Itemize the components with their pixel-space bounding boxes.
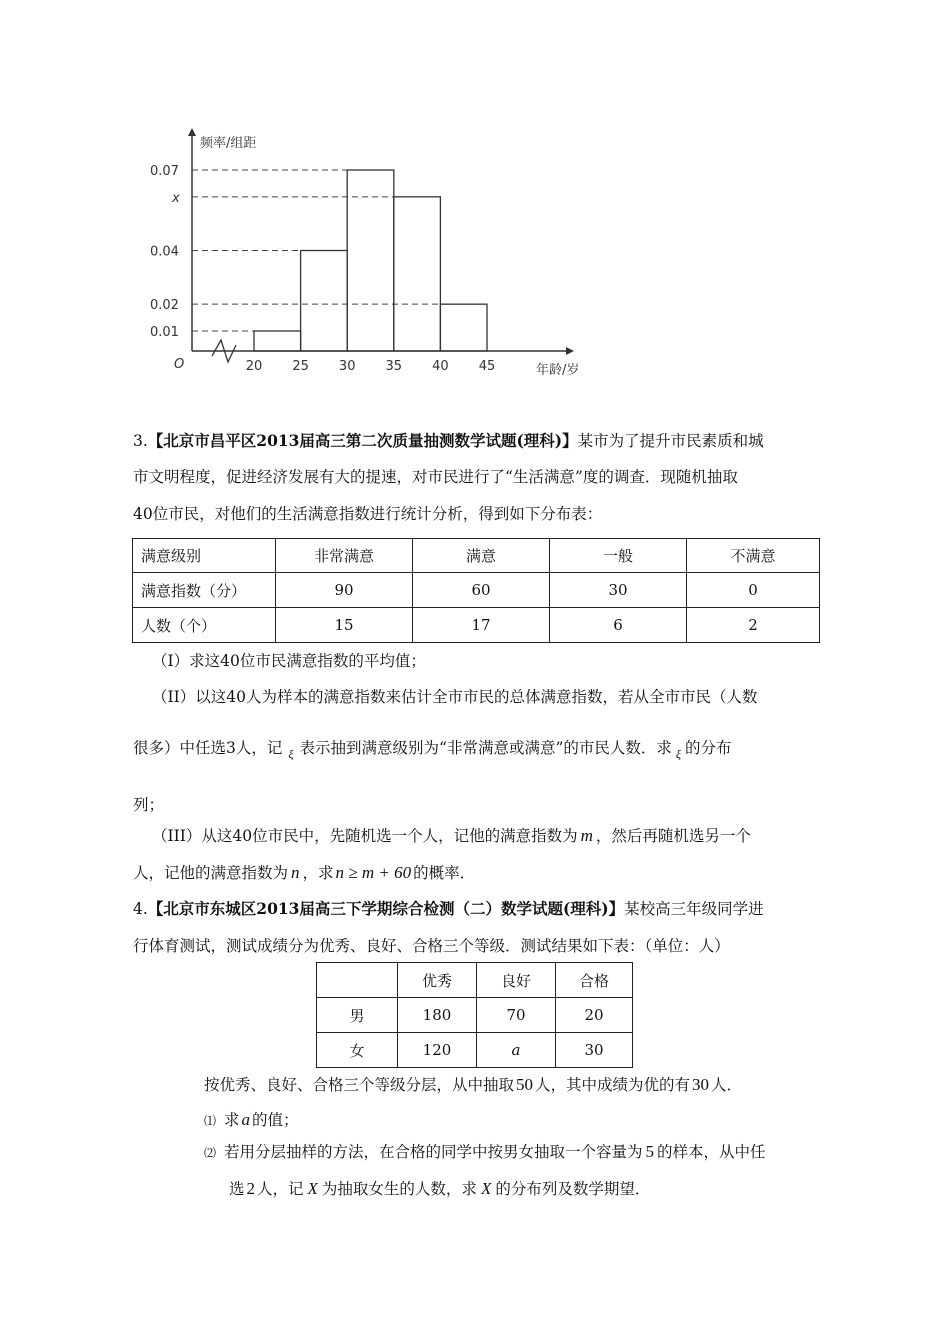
- text: 人，记: [257, 1180, 304, 1198]
- q4-title-line: [133, 898, 764, 920]
- text: 人，记他的满意指数为: [133, 864, 289, 882]
- y-tick-label: 0.01: [150, 325, 179, 340]
- x-tick-label: 35: [385, 359, 403, 374]
- q4-sub2-line1: [204, 1141, 766, 1164]
- q4-source: 【北京市东城区2013届高三下学期综合检测（二）数学试题(理科)】: [147, 899, 625, 918]
- table-cell: 男: [317, 998, 398, 1033]
- table-cell: a: [477, 1033, 556, 1068]
- table-cell: 17: [413, 608, 550, 643]
- x-tick-label: 45: [478, 359, 496, 374]
- x-tick-label: 30: [338, 359, 356, 374]
- table-cell: 满意指数（分）: [133, 573, 276, 608]
- text: 的值；: [252, 1111, 299, 1129]
- text: 人．: [711, 1076, 743, 1094]
- X-variable: X: [480, 1179, 492, 1198]
- q4-line1-rest: 某校高三年级同学进: [624, 900, 764, 918]
- text: （III）从这40位市民中，先随机选一个人，记他的满意指数为: [152, 827, 578, 845]
- table-cell: 30: [550, 573, 687, 608]
- histogram-bar: [301, 251, 348, 352]
- table-cell: 女: [317, 1033, 398, 1068]
- table-cell: 120: [398, 1033, 477, 1068]
- q3-distribution-table: [132, 538, 820, 643]
- q3-part2-line1: （II）以这40人为样本的满意指数来估计全市市民的总体满意指数，若从全市市民（人数: [152, 688, 758, 706]
- text: 人，其中成绩为优的有: [535, 1076, 691, 1094]
- x-tick-label: 25: [292, 359, 309, 374]
- text: 很多）中任选3人，记: [133, 739, 283, 757]
- text: 的分布: [685, 739, 732, 757]
- q4-sub1: [204, 1109, 299, 1132]
- age-histogram: [0, 0, 950, 400]
- q4-sub2-line2: [229, 1178, 650, 1200]
- table-cell: 不满意: [687, 539, 820, 573]
- q4-results-table: [316, 962, 633, 1068]
- text: 若用分层抽样的方法，在合格的同学中按男女抽取一个容量为: [224, 1143, 643, 1161]
- table-header-row: [133, 539, 820, 573]
- table-cell: 一般: [550, 539, 687, 573]
- q3-part2-line3: 列；: [133, 796, 165, 814]
- origin-label: O: [174, 357, 185, 372]
- xi-symbol: ξ: [675, 747, 682, 761]
- text: 按优秀、良好、合格三个等级分层，从中抽取: [204, 1076, 515, 1094]
- table-row: [133, 573, 820, 608]
- xi-symbol: ξ: [288, 747, 294, 761]
- table-cell: 6: [550, 608, 687, 643]
- q3-part3-line2: [133, 862, 475, 884]
- table-cell: 人数（个）: [133, 608, 276, 643]
- table-cell: 180: [398, 998, 477, 1033]
- n-variable: n: [291, 863, 300, 882]
- table-cell: 合格: [556, 963, 633, 998]
- q3-part1: （I）求这40位市民满意指数的平均值；: [152, 652, 426, 670]
- x-axis-arrow: [566, 347, 574, 355]
- y-axis-arrow: [188, 128, 196, 136]
- y-tick-label: x: [172, 190, 180, 206]
- table-header-row: [317, 963, 633, 998]
- sub-number: ⑵: [204, 1146, 217, 1160]
- sub-number: ⑴: [204, 1114, 217, 1128]
- table-cell: 满意: [413, 539, 550, 573]
- a-variable: a: [241, 1110, 251, 1129]
- q4-line2: 行体育测试，测试成绩分为优秀、良好、合格三个等级．测试结果如下表：（单位：人）: [133, 937, 730, 955]
- y-axis-label: 频率/组距: [200, 136, 257, 151]
- y-tick-label: 0.04: [150, 244, 179, 260]
- q3-line1-rest: 某市为了提升市民素质和城: [577, 432, 764, 450]
- q3-part2-line2: [133, 737, 732, 760]
- text: 表示抽到满意级别为“非常满意或满意”的市民人数．求: [299, 739, 672, 757]
- y-tick-label: 0.07: [150, 164, 179, 179]
- histogram-bar: [254, 331, 301, 351]
- table-cell: 60: [413, 573, 550, 608]
- text: 的概率．: [413, 864, 476, 882]
- histogram-bar: [440, 304, 487, 351]
- table-cell: 20: [556, 998, 633, 1033]
- table-row: [133, 608, 820, 643]
- histogram-bar: [394, 197, 441, 351]
- x-tick-label: 40: [432, 359, 449, 374]
- m-variable: m: [580, 826, 593, 845]
- text: ，求: [302, 864, 334, 882]
- q3-part3-line1: [152, 825, 751, 847]
- y-tick-label: 0.02: [150, 298, 179, 314]
- text: ，然后再随机选另一个: [595, 827, 751, 845]
- text: 为抽取女生的人数，求: [321, 1180, 477, 1198]
- number-50: 50: [516, 1075, 534, 1094]
- q4-line3: [204, 1074, 742, 1096]
- q3-line2: 市文明程度，促进经济发展有大的提速，对市民进行了“生活满意”度的调查．现随机抽取: [133, 468, 738, 486]
- x-axis-label: 年龄/岁: [536, 363, 580, 378]
- number-2: 2: [246, 1179, 256, 1198]
- table-cell: 满意级别: [133, 539, 276, 573]
- text: 求: [224, 1111, 240, 1129]
- X-variable: X: [307, 1179, 318, 1198]
- q3-line3: 40位市民，对他们的生活满意指数进行统计分析，得到如下分布表：: [133, 505, 603, 523]
- table-cell: 0: [687, 573, 820, 608]
- q4-number: 4.: [133, 900, 148, 918]
- q3-title-line: [133, 430, 764, 452]
- text: 的分布列及数学期望．: [495, 1180, 651, 1198]
- table-cell: 优秀: [398, 963, 477, 998]
- number-5: 5: [645, 1142, 655, 1161]
- table-cell: 2: [687, 608, 820, 643]
- text: 的样本，从中任: [657, 1143, 766, 1161]
- table-row: [317, 1033, 633, 1068]
- x-tick-label: 20: [245, 359, 263, 374]
- table-row: [317, 998, 633, 1033]
- table-cell: 良好: [477, 963, 556, 998]
- q3-number: 3.: [133, 432, 148, 450]
- q3-source: 【北京市昌平区2013届高三第二次质量抽测数学试题(理科)】: [147, 431, 578, 450]
- table-cell: 非常满意: [276, 539, 413, 573]
- table-cell: 90: [276, 573, 413, 608]
- chart-marks: [150, 128, 579, 378]
- table-cell: [317, 963, 398, 998]
- text: 选: [229, 1180, 245, 1198]
- table-cell: 70: [477, 998, 556, 1033]
- number-30: 30: [692, 1075, 710, 1094]
- table-cell: 15: [276, 608, 413, 643]
- inequality: n ≥ m + 60: [335, 863, 412, 882]
- table-cell: 30: [556, 1033, 633, 1068]
